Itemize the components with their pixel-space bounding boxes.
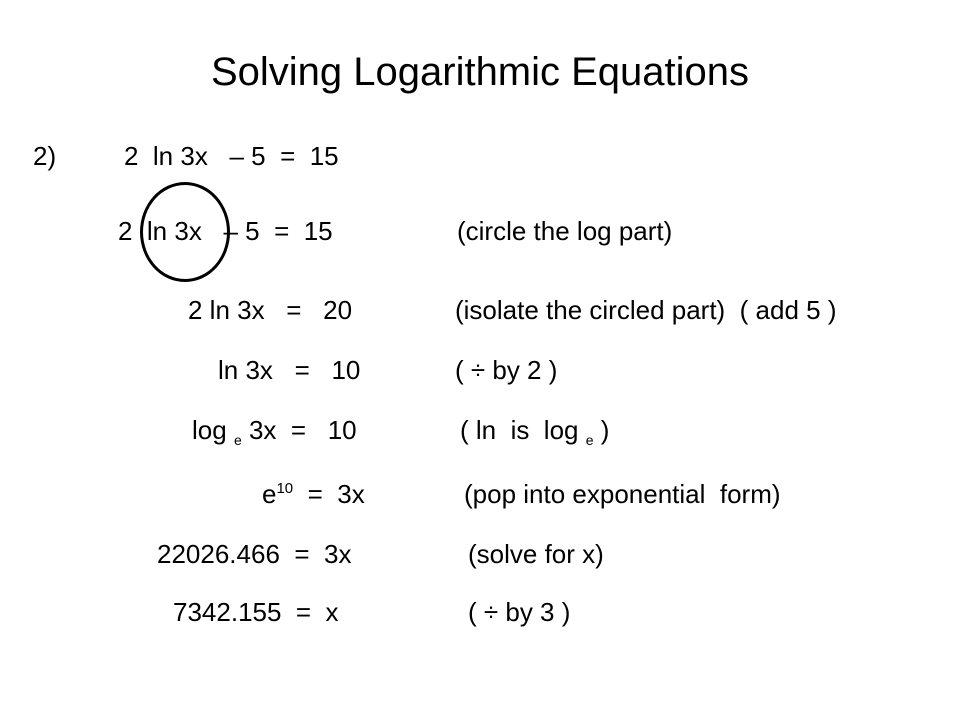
step-solve-math: 22026.466 = 3x	[157, 539, 352, 569]
step-divide-math: ln 3x = 10	[218, 355, 361, 385]
exp-base: e	[262, 479, 277, 509]
log-text: log	[192, 415, 227, 445]
step-exponential-math	[262, 478, 365, 510]
problem-number: 2)	[33, 141, 57, 171]
log-part-circle	[140, 182, 230, 282]
note-base: e	[585, 432, 594, 448]
exp-rest: = 3x	[293, 479, 365, 509]
step-isolate-note: (isolate the circled part) ( add 5 )	[455, 295, 837, 325]
step-divide-note: ( ÷ by 2 )	[455, 355, 558, 385]
note-rest: )	[593, 415, 610, 445]
step-log-e-math	[192, 414, 357, 446]
step-solve-note: (solve for x)	[468, 539, 604, 569]
slide-title: Solving Logarithmic Equations	[210, 50, 750, 94]
log-rest: 3x = 10	[241, 415, 357, 445]
step-log-e-note	[460, 414, 609, 446]
step-circle-note: (circle the log part)	[457, 216, 673, 246]
log-base: e	[233, 432, 242, 448]
step-isolate-math: 2 ln 3x = 20	[188, 295, 353, 325]
step-final-math: 7342.155 = x	[173, 597, 339, 627]
exp-power: 10	[276, 480, 294, 497]
note-text: ( ln is log	[460, 415, 579, 445]
problem-equation: 2 ln 3x – 5 = 15	[124, 141, 339, 171]
step-exponential-note: (pop into exponential form)	[464, 479, 781, 509]
step-final-note: ( ÷ by 3 )	[468, 597, 571, 627]
step-circle-math: 2 ln 3x – 5 = 15	[118, 216, 333, 246]
